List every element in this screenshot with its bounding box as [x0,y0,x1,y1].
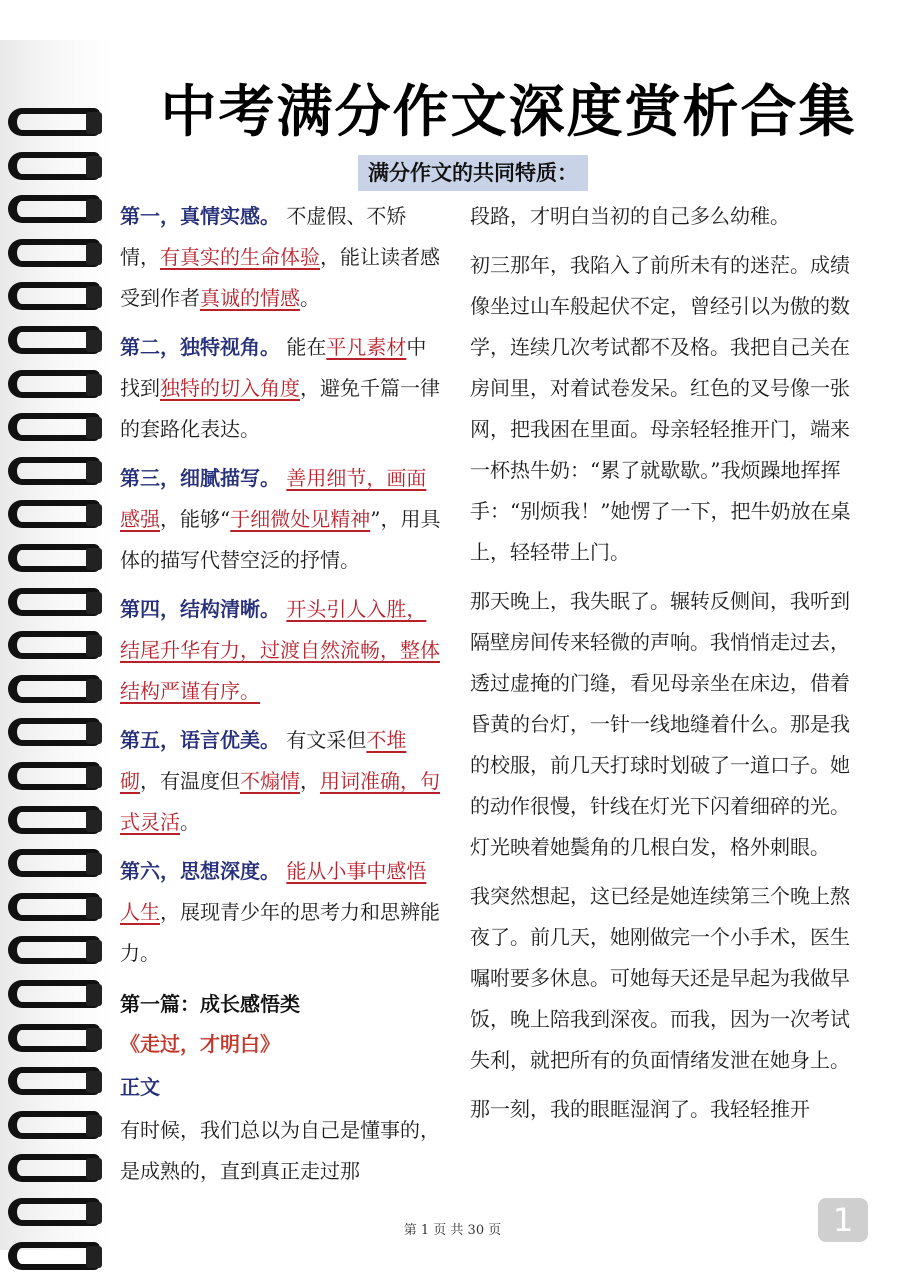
trait-text: ，能让读者感受到作者 [120,245,440,310]
binding-ring [8,675,102,705]
section-title: 第一篇：成长感悟类 [120,992,300,1016]
highlight-text: 用词准确，句式灵活 [120,769,440,834]
binding-ring [8,457,102,487]
highlight-text: 不煽情 [240,769,300,793]
trait-item [120,851,442,974]
binding-ring [8,239,102,269]
binding-ring [8,631,102,661]
trait-list [120,196,442,974]
binding-ring [8,588,102,618]
highlight-text: 善用细节，画面感强 [120,466,427,531]
trait-item [120,196,442,319]
binding-ring [8,108,102,138]
trait-text: 。 [180,810,200,834]
trait-item [120,458,442,581]
essay-paragraph: 那一刻，我的眼眶湿润了。我轻轻推开 [470,1097,810,1121]
trait-text: 不虚假、不矫情， [120,204,407,269]
trait-text: ， [300,769,320,793]
trait-text: 能在 [286,335,327,359]
highlight-text: 不堆砌 [120,728,407,793]
binding-ring [8,936,102,966]
binding-ring [8,1067,102,1097]
essay-paragraph-left: 有时候，我们总以为自己是懂事的，是成熟的，直到真正走过那 [120,1118,440,1183]
highlight-text: 独特的切入角度 [160,376,300,400]
page-title: 中考满分作文深度赏析合集 [160,80,857,145]
trait-heading: 第二，独特视角。 [120,335,280,359]
trait-text: ，避免千篇一律的套路化表达。 [120,376,440,441]
binding-ring [8,1242,102,1272]
trait-item [120,327,442,450]
spiral-binding [0,40,112,1250]
right-column [470,196,858,1138]
essay-paragraph: 段路，才明白当初的自己多么幼稚。 [470,204,790,228]
left-column [120,196,442,1200]
trait-item [120,720,442,843]
highlight-text: 于细微处见精神 [230,507,371,531]
trait-text: ，能够“ [160,507,231,531]
page-number-badge: 1 [818,1198,868,1242]
trait-text: 。 [300,286,320,310]
trait-heading: 第五，语言优美。 [120,728,280,752]
binding-ring [8,806,102,836]
binding-ring [8,195,102,225]
binding-ring [8,500,102,530]
binding-ring [8,1154,102,1184]
binding-ring [8,893,102,923]
highlight-text: 真诚的情感 [200,286,300,310]
trait-text: ，有温度但 [140,769,240,793]
binding-ring [8,282,102,312]
highlight-text: 有真实的生命体验 [160,245,320,269]
trait-item [120,589,442,712]
binding-ring [8,413,102,443]
trait-text: 有文采但 [286,728,367,752]
trait-text: ，展现青少年的思考力和思辨能力。 [120,900,440,965]
highlight-text: 能从小事中感悟人生 [120,859,427,924]
body-label: 正文 [120,1075,160,1099]
binding-ring [8,544,102,574]
binding-ring [8,370,102,400]
page-footer: 第 1 页 共 30 页 [403,1223,502,1238]
binding-ring [8,1111,102,1141]
essay-paragraph: 我突然想起，这已经是她连续第三个晚上熬夜了。前几天，她刚做完一个小手术，医生嘱咐要多休息。可她每天还是早起为我做早饭，晚上陪我到深夜。而我，因为一次考试失利，就把所有的负面情绪发泄在她身上。 [470,884,850,1072]
binding-ring [8,326,102,356]
binding-ring [8,762,102,792]
binding-ring [8,152,102,182]
trait-text: ”，用具体的描写代替空泛的抒情。 [120,507,441,572]
trait-heading: 第一，真情实感。 [120,204,280,228]
essay-paragraph: 那天晚上，我失眠了。辗转反侧间，我听到隔壁房间传来轻微的声响。我悄悄走过去，透过虚掩的门缝，看见母亲坐在床边，借着昏黄的台灯，一针一线地缝着什么。那是我的校服，前几天打球时划破了一道口子。她的动作很慢，针线在灯光下闪着细碎的光。灯光映着她鬓角的几根白发，格外刺眼。 [470,589,850,859]
trait-heading: 第六，思想深度。 [120,859,280,883]
binding-ring [8,1024,102,1054]
essay-paragraph: 初三那年，我陷入了前所未有的迷茫。成绩像坐过山车般起伏不定，曾经引以为傲的数学，连续几次考试都不及格。我把自己关在房间里，对着试卷发呆。红色的叉号像一张网，把我困在里面。母亲轻轻推开门，端来一杯热牛奶：“累了就歇歇。”我烦躁地挥挥手：“别烦我！”她愣了一下，把牛奶放在桌上，轻轻带上门。 [470,253,851,564]
trait-heading: 第四，结构清晰。 [120,597,280,621]
binding-ring [8,718,102,748]
highlight-text: 平凡素材 [326,335,407,359]
binding-ring [8,849,102,879]
trait-text: 中找到 [120,335,427,400]
trait-heading: 第三，细腻描写。 [120,466,280,490]
subtitle-banner: 满分作文的共同特质： [358,155,588,191]
essay-title: 《走过，才明白》 [120,1032,280,1056]
binding-ring [8,980,102,1010]
highlight-text: 开头引人入胜，结尾升华有力，过渡自然流畅，整体结构严谨有序。 [120,597,440,703]
